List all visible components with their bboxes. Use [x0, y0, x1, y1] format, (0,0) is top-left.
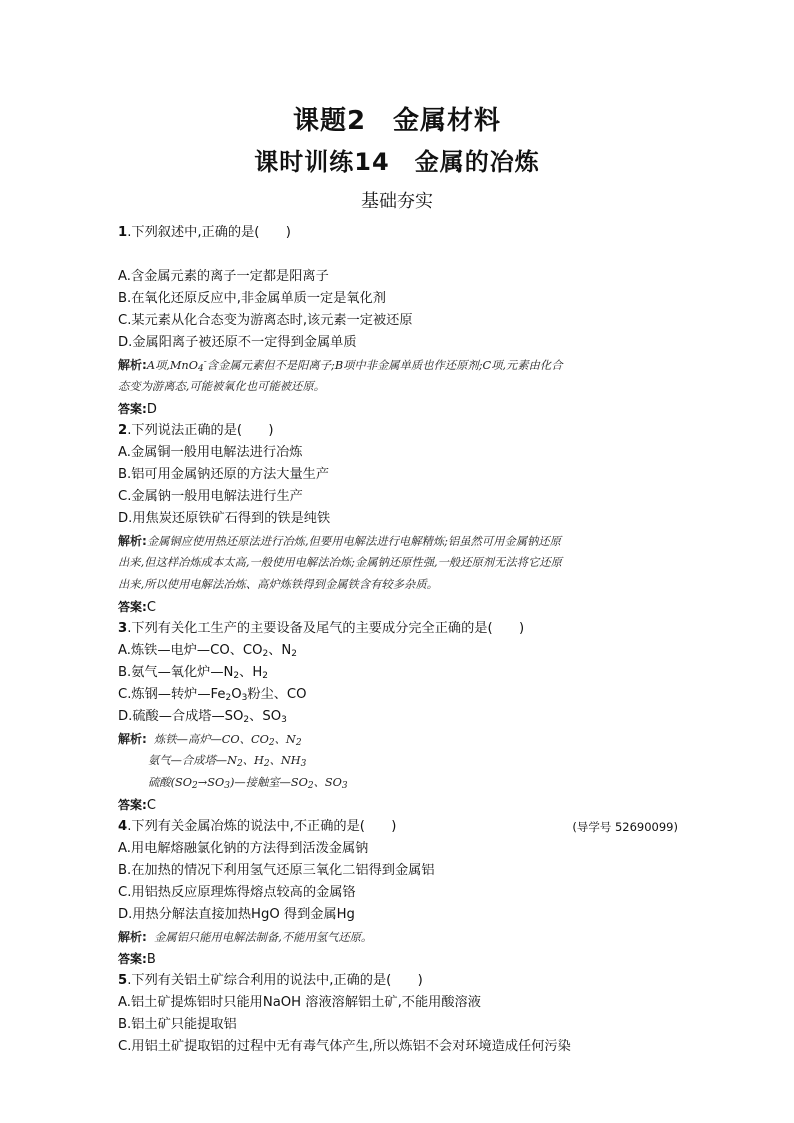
q2-option-a: A.金属铜一般用电解法进行冶炼 [118, 445, 303, 460]
guide-number: (导学号 52690099) [572, 820, 678, 834]
q2-option-d: D.用焦炭还原铁矿石得到的铁是纯铁 [118, 511, 331, 526]
question-list [118, 222, 678, 1058]
q3-option-b: B.氨气—氧化炉$—N_2$、$H_2$ [118, 665, 268, 681]
q4-option-c: C.用铝热反应原理炼得熔点较高的金属铬 [118, 885, 356, 900]
q3-analysis-cont-2: 硫酸$(SO_2\to SO_3)—$接触室$—SO_2$、$SO_3$ [148, 776, 348, 791]
lesson-subtitle: 课时训练14 金属的冶炼 [254, 148, 540, 176]
q3-analysis: 解析: 炼铁—高炉—CO、$CO_2$、$N_2$ [118, 732, 302, 748]
q1-option-a: A.含金属元素的离子一定都是阳离子 [118, 269, 329, 284]
lesson-title: 课题2 金属材料 [292, 106, 502, 136]
q5-option-c: C.用铝土矿提取铝的过程中无有毒气体产生,所以炼铝不会对环境造成任何污染 [118, 1039, 571, 1054]
q1-option-c: C.某元素从化合态变为游离态时,该元素一定被还原 [118, 313, 413, 328]
q1-option-d: D.金属阳离子被还原不一定得到金属单质 [118, 335, 357, 350]
q1-answer: 答案:D [118, 402, 157, 417]
q2-option-b: B.铝可用金属钠还原的方法大量生产 [118, 467, 330, 482]
section-heading: 基础夯实 [361, 191, 433, 212]
q3-option-a: A.炼铁—电炉—CO、$CO_2$、$N_2$ [118, 643, 298, 659]
question-3-stem: 3.下列有关化工生产的主要设备及尾气的主要成分完全正确的是( ) [118, 621, 525, 636]
q1-analysis-cont: 态变为游离态,可能被氧化也可能被还原。 [118, 380, 325, 393]
spacer [118, 244, 678, 266]
q3-analysis-cont-1: 氨气—合成塔$—N_2$、$H_2$、$NH_3$ [148, 754, 307, 769]
q2-option-c: C.金属钠一般用电解法进行生产 [118, 489, 303, 504]
q2-answer: 答案:C [118, 600, 156, 615]
question-4-stem: 4.下列有关金属冶炼的说法中,不正确的是( ) (导学号 52690099) [118, 816, 678, 838]
question-2-stem: 2.下列说法正确的是( ) [118, 423, 274, 438]
q2-analysis-cont-1: 出来,但这样冶炼成本太高,一般使用电解法冶炼;金属钠还原性强,一般还原剂无法将它还原 [118, 556, 562, 569]
q2-analysis-cont-2: 出来,所以使用电解法冶炼、高炉炼铁得到金属铁含有较多杂质。 [118, 578, 438, 591]
q3-answer: 答案:C [118, 798, 156, 813]
q2-analysis: 解析:金属铜应使用热还原法进行冶炼,但要用电解法进行电解精炼;铝虽然可用金属钠还原 [118, 534, 561, 548]
q3-option-c: C.炼钢—转炉$—Fe_2O_3$粉尘、CO [118, 687, 307, 703]
q4-option-d: D.用热分解法直接加热HgO 得到金属Hg [118, 907, 355, 922]
q4-option-a: A.用电解熔融氯化钠的方法得到活泼金属钠 [118, 841, 369, 856]
q4-option-b: B.在加热的情况下利用氢气还原三氧化二铝得到金属铝 [118, 863, 435, 878]
question-1-stem: 1.下列叙述中,正确的是( ) [118, 225, 291, 240]
q4-answer: 答案:B [118, 952, 156, 967]
q3-option-d: D.硫酸—合成塔$—SO_2$、$SO_3$ [118, 709, 287, 725]
q5-option-b: B.铝土矿只能提取铝 [118, 1017, 237, 1032]
question-5-stem: 5.下列有关铝土矿综合利用的说法中,正确的是( ) [118, 973, 423, 988]
q5-option-a: A.铝土矿提炼铝时只能用NaOH 溶液溶解铝土矿,不能用酸溶液 [118, 995, 481, 1010]
q1-option-b: B.在氧化还原反应中,非金属单质一定是氧化剂 [118, 291, 386, 306]
q4-analysis: 解析: 金属铝只能用电解法制备,不能用氢气还原。 [118, 930, 373, 944]
q1-analysis: 解析:A项,MnO$_4$-含金属元素但不是阳离子;B项中非金属单质也作还原剂;C项,元素由化合 [118, 357, 563, 374]
